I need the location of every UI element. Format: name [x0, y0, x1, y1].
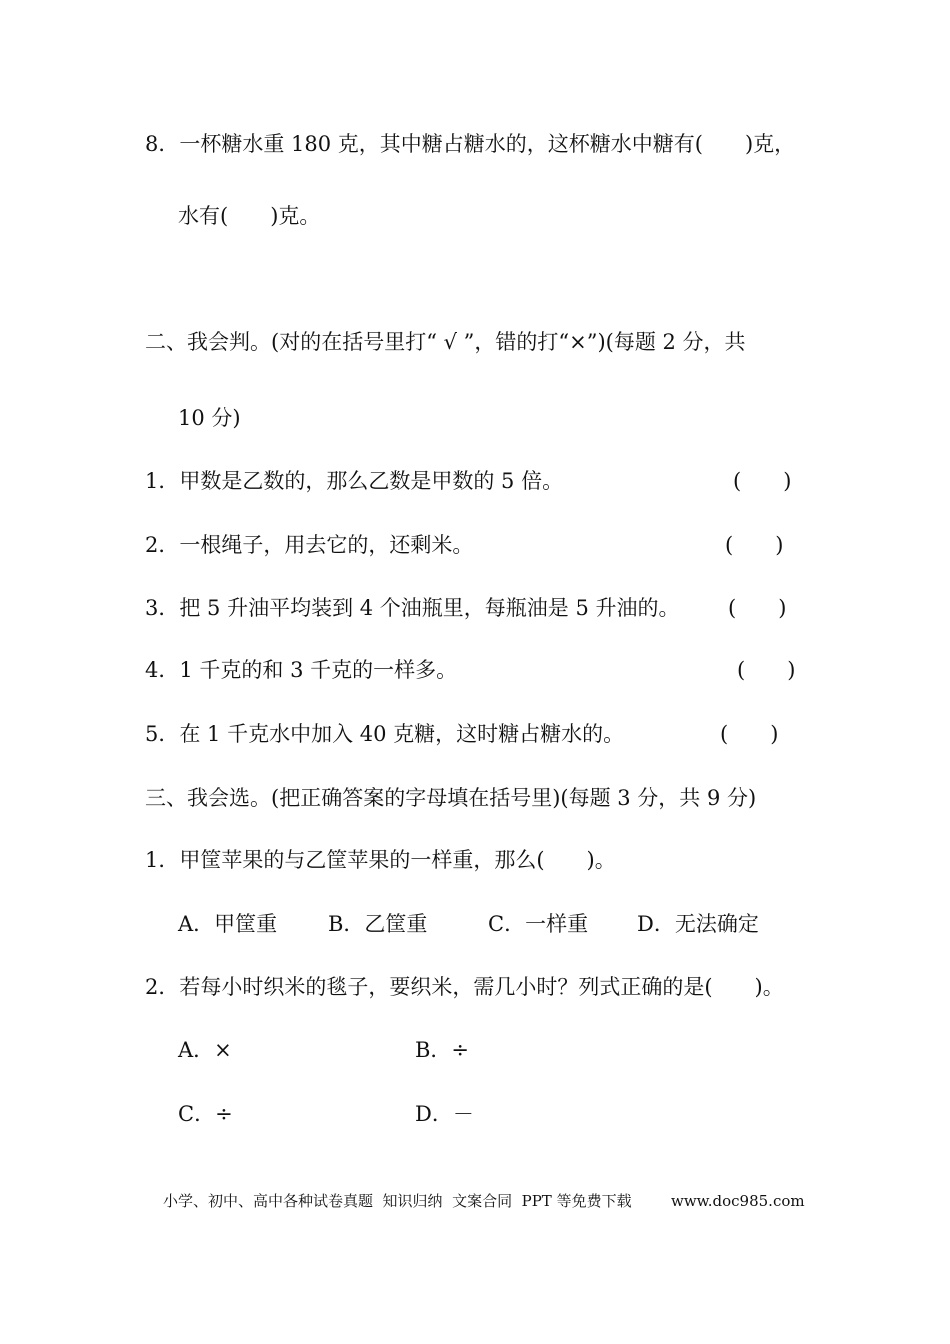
choose-q2-option-b: B．÷ — [415, 1038, 470, 1062]
judge-answer-blank-3: ( ) — [728, 596, 787, 620]
judge-item-1: 1．甲数是乙数的，那么乙数是甲数的 5 倍。 — [145, 469, 564, 493]
section-judge-heading: 二、我会判。(对的在括号里打“ √ ”，错的打“×”)(每题 2 分，共 — [145, 330, 746, 354]
choose-q1-option-a: A．甲筐重 — [178, 912, 278, 936]
footer-description: 小学、初中、高中各种试卷真题 知识归纳 文案合同 PPT 等免费下载 — [163, 1192, 632, 1210]
judge-answer-blank-1: ( ) — [733, 469, 792, 493]
choose-q1-option-b: B．乙筐重 — [328, 912, 428, 936]
choose-q1-option-d: D．无法确定 — [637, 912, 759, 936]
choose-question-1: 1．甲筐苹果的与乙筐苹果的一样重，那么( )。 — [145, 848, 616, 872]
choose-q2-option-c: C．÷ — [178, 1102, 233, 1126]
choose-q2-option-d: D．－ — [415, 1102, 474, 1126]
section-judge-heading-cont: 10 分) — [178, 406, 241, 430]
question-8-line-1: 8．一杯糖水重 180 克，其中糖占糖水的，这杯糖水中糖有( )克， — [145, 132, 796, 156]
question-8-line-2: 水有( )克。 — [178, 204, 321, 228]
judge-item-3: 3．把 5 升油平均装到 4 个油瓶里，每瓶油是 5 升油的。 — [145, 596, 680, 620]
judge-answer-blank-4: ( ) — [737, 658, 796, 682]
choose-q1-option-c: C．一样重 — [488, 912, 589, 936]
choose-q2-option-a: A．× — [178, 1038, 232, 1062]
judge-answer-blank-2: ( ) — [725, 533, 784, 557]
choose-question-2: 2．若每小时织米的毯子，要织米，需几小时？列式正确的是( )。 — [145, 975, 784, 999]
judge-answer-blank-5: ( ) — [720, 722, 779, 746]
judge-item-4: 4．1 千克的和 3 千克的一样多。 — [145, 658, 458, 682]
judge-item-2: 2．一根绳子，用去它的，还剩米。 — [145, 533, 474, 557]
section-choose-heading: 三、我会选。(把正确答案的字母填在括号里)(每题 3 分，共 9 分) — [145, 786, 757, 810]
judge-item-5: 5．在 1 千克水中加入 40 克糖，这时糖占糖水的。 — [145, 722, 625, 746]
footer-website-link[interactable]: www.doc985.com — [671, 1192, 805, 1210]
